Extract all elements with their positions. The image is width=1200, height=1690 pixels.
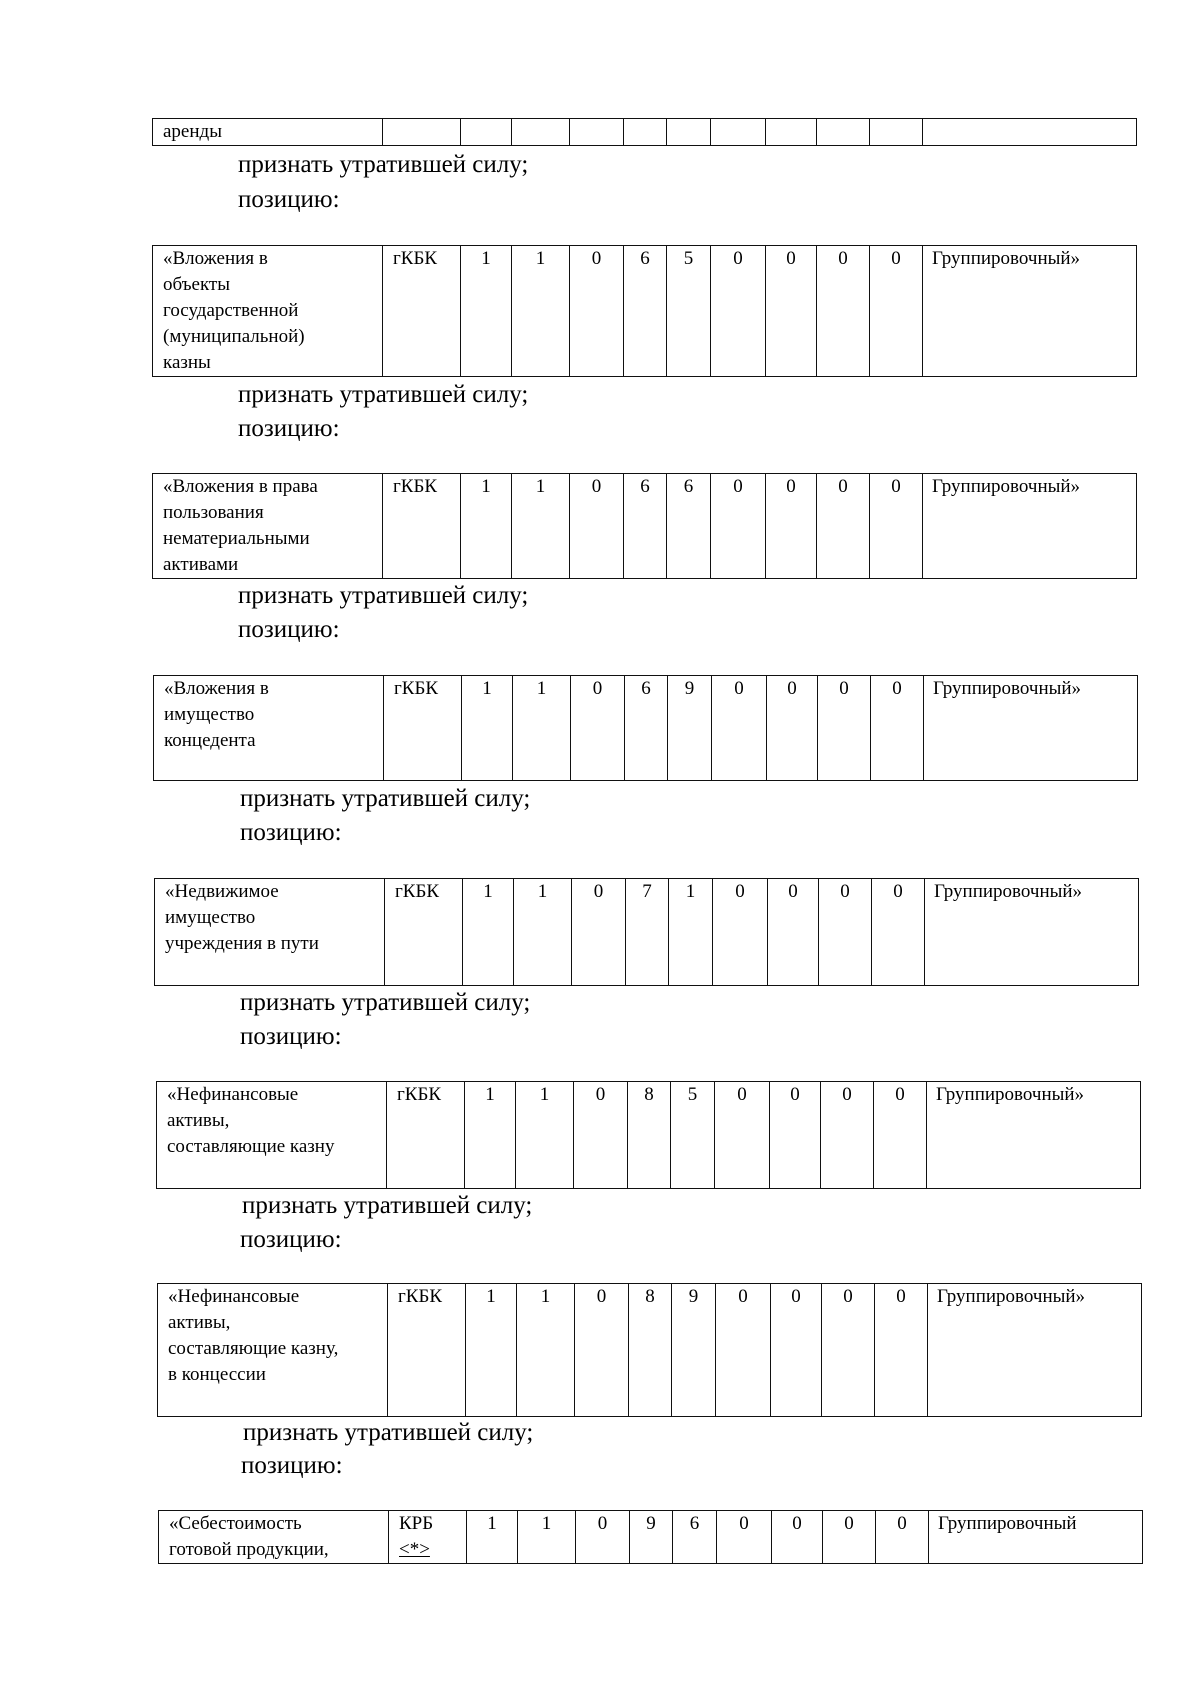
row-digit — [711, 119, 766, 146]
row-digit: 0 — [819, 879, 872, 986]
row-digit: 8 — [628, 1082, 671, 1189]
row-digit — [461, 119, 512, 146]
row-digit: 0 — [766, 474, 817, 579]
name-line: «Вложения в права — [163, 476, 318, 497]
row-digit: 0 — [576, 1511, 630, 1564]
name-line: «Нефинансовые — [168, 1286, 300, 1307]
row-digit: 0 — [772, 1511, 823, 1564]
name-line: активами — [163, 554, 239, 575]
row-digit: 0 — [823, 1511, 876, 1564]
repeal-text: признать утратившей силу; — [238, 151, 529, 178]
position-text: позицию: — [241, 1452, 343, 1479]
row-digit: 0 — [870, 474, 923, 579]
row-name — [159, 1511, 389, 1564]
row-digit: 7 — [626, 879, 669, 986]
row-digit: 0 — [871, 676, 924, 781]
row-category: Группировочный — [929, 1511, 1143, 1564]
row-code — [383, 119, 461, 146]
row-digit: 0 — [572, 879, 626, 986]
row-digit: 9 — [672, 1284, 716, 1417]
row-digit: 0 — [872, 879, 925, 986]
row-category: Группировочный» — [928, 1284, 1142, 1417]
name-line: составляющие казну — [167, 1136, 335, 1157]
row-digit: 9 — [630, 1511, 673, 1564]
row-name — [153, 246, 383, 377]
row-digit: 1 — [463, 879, 514, 986]
repeal-text: признать утратившей силу; — [240, 989, 531, 1016]
row-digit: 0 — [713, 879, 768, 986]
name-line: имущество — [165, 907, 256, 928]
row-digit: 6 — [624, 474, 667, 579]
row-digit: 1 — [517, 1284, 575, 1417]
row-name — [157, 1082, 387, 1189]
row-digit: 0 — [571, 676, 625, 781]
name-line: «Вложения в — [163, 248, 268, 269]
name-line: «Нефинансовые — [167, 1084, 299, 1105]
row-digit: 1 — [516, 1082, 574, 1189]
row-digit: 6 — [673, 1511, 717, 1564]
table-row — [153, 675, 1138, 781]
row-digit: 0 — [818, 676, 871, 781]
row-digit: 0 — [770, 1082, 821, 1189]
name-line: в концессии — [168, 1364, 266, 1385]
name-line: составляющие казну, — [168, 1338, 339, 1359]
table-row — [152, 245, 1137, 377]
name-line: активы, — [167, 1110, 230, 1131]
table-row — [158, 1510, 1143, 1564]
row-code — [389, 1511, 467, 1564]
row-digit: 1 — [466, 1284, 517, 1417]
row-digit: 0 — [876, 1511, 929, 1564]
row-digit: 0 — [767, 676, 818, 781]
repeal-text: признать утратившей силу; — [238, 582, 529, 609]
table-row — [152, 473, 1137, 579]
row-category: Группировочный» — [923, 246, 1137, 377]
row-digit: 1 — [465, 1082, 516, 1189]
row-digit: 0 — [717, 1511, 772, 1564]
row-digit: 1 — [513, 676, 571, 781]
code-text: КРБ — [399, 1513, 434, 1534]
row-digit: 0 — [821, 1082, 874, 1189]
row-code: гКБК — [383, 246, 461, 377]
row-digit: 1 — [467, 1511, 518, 1564]
row-digit: 6 — [667, 474, 711, 579]
row-digit: 0 — [712, 676, 767, 781]
row-category: Группировочный» — [924, 676, 1138, 781]
row-digit — [766, 119, 817, 146]
name-line: «Недвижимое — [165, 881, 279, 902]
row-digit: 0 — [711, 246, 766, 377]
name-line: «Себестоимость — [169, 1513, 302, 1534]
position-text: позицию: — [238, 415, 340, 442]
row-digit: 5 — [671, 1082, 715, 1189]
row-digit: 0 — [574, 1082, 628, 1189]
position-text: позицию: — [240, 1226, 342, 1253]
row-code: гКБК — [383, 474, 461, 579]
row-digit: 8 — [629, 1284, 672, 1417]
name-line: активы, — [168, 1312, 231, 1333]
row-digit — [624, 119, 667, 146]
row-name — [158, 1284, 388, 1417]
name-line: имущество — [164, 704, 255, 725]
row-category: Группировочный» — [925, 879, 1139, 986]
row-code: гКБК — [384, 676, 462, 781]
row-name — [154, 676, 384, 781]
row-category: Группировочный» — [923, 474, 1137, 579]
row-digit: 0 — [570, 246, 624, 377]
name-line: объекты — [163, 274, 231, 295]
code-footnote[interactable]: <*> — [399, 1539, 430, 1560]
name-line: «Вложения в — [164, 678, 269, 699]
name-line: аренды — [163, 121, 222, 142]
row-digit: 0 — [817, 474, 870, 579]
row-digit: 1 — [512, 246, 570, 377]
row-digit: 5 — [667, 246, 711, 377]
position-text: позицию: — [238, 186, 340, 213]
row-digit: 0 — [766, 246, 817, 377]
row-digit: 0 — [570, 474, 624, 579]
row-code: гКБК — [387, 1082, 465, 1189]
row-digit: 0 — [711, 474, 766, 579]
name-line: казны — [163, 352, 211, 373]
repeal-text: признать утратившей силу; — [243, 1419, 534, 1446]
row-digit: 1 — [514, 879, 572, 986]
name-line: нематериальными — [163, 528, 310, 549]
name-line: готовой продукции, — [169, 1539, 329, 1560]
row-digit — [512, 119, 570, 146]
row-digit: 0 — [875, 1284, 928, 1417]
row-digit: 6 — [624, 246, 667, 377]
row-digit: 1 — [461, 474, 512, 579]
row-digit: 0 — [715, 1082, 770, 1189]
name-line: учреждения в пути — [165, 933, 319, 954]
row-digit: 0 — [771, 1284, 822, 1417]
row-name — [155, 879, 385, 986]
row-digit: 9 — [668, 676, 712, 781]
repeal-text: признать утратившей силу; — [238, 381, 529, 408]
table-row — [154, 878, 1139, 986]
row-digit — [667, 119, 711, 146]
name-line: пользования — [163, 502, 264, 523]
row-digit: 0 — [768, 879, 819, 986]
row-code: гКБК — [385, 879, 463, 986]
repeal-text: признать утратившей силу; — [240, 785, 531, 812]
row-digit: 0 — [575, 1284, 629, 1417]
position-text: позицию: — [238, 616, 340, 643]
row-digit: 1 — [461, 246, 512, 377]
row-digit: 1 — [462, 676, 513, 781]
repeal-text: признать утратившей силу; — [242, 1192, 533, 1219]
row-digit: 0 — [716, 1284, 771, 1417]
row-digit — [570, 119, 624, 146]
row-name — [153, 119, 383, 146]
row-digit — [870, 119, 923, 146]
row-digit — [817, 119, 870, 146]
table-row — [157, 1283, 1142, 1417]
row-category: Группировочный» — [927, 1082, 1141, 1189]
row-code: гКБК — [388, 1284, 466, 1417]
row-digit: 0 — [822, 1284, 875, 1417]
name-line: концедента — [164, 730, 256, 751]
row-category — [923, 119, 1137, 146]
position-text: позицию: — [240, 819, 342, 846]
row-digit: 6 — [625, 676, 668, 781]
name-line: государственной — [163, 300, 299, 321]
row-digit: 1 — [512, 474, 570, 579]
table-row — [152, 118, 1137, 146]
row-digit: 0 — [870, 246, 923, 377]
table-row — [156, 1081, 1141, 1189]
row-name — [153, 474, 383, 579]
row-digit: 0 — [874, 1082, 927, 1189]
row-digit: 0 — [817, 246, 870, 377]
row-digit: 1 — [669, 879, 713, 986]
position-text: позицию: — [240, 1023, 342, 1050]
row-digit: 1 — [518, 1511, 576, 1564]
name-line: (муниципальной) — [163, 326, 305, 347]
